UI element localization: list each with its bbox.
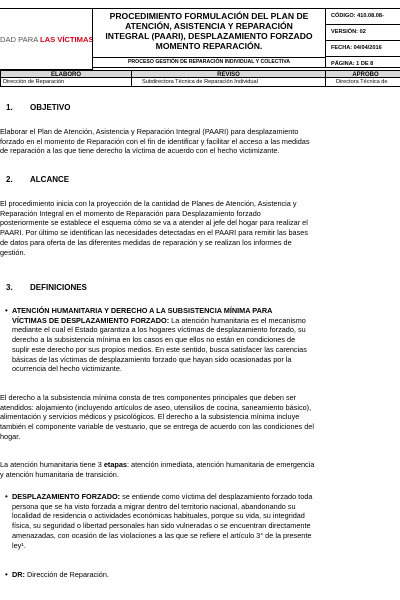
aprobo-header: APROBÓ [326,70,400,78]
definition-desplazamiento-forzado: • DESPLAZAMIENTO FORZADO: se entiende como víctima del desplazamiento forzado toda persona que se ha visto forzada a migrar dentro del territorio nacional, abandonando su localidad de residencia o actividades económicas habituales, porque su vida, su integridad física, su seguridad o libertad personales han sido vulneradas o se encuentran directamente amenazadas, con ocasión de las violaciones a las que se refiere el artículo 3° de la presente ley¹. [5,492,313,550]
reviso-value: Subdirectora Técnica de Reparación Individual [132,78,326,87]
page-label: PÁGINA: 1 DE 8 [331,61,374,67]
etapas-paragraph: La atención humanitaria tiene 3 etapas: atención inmediata, atención humanitaria de emergencia y atención humanitaria de transición. [0,460,315,479]
logo-text: DAD PARA LAS VÍCTIMAS [0,35,94,44]
bullet-icon: • [5,306,8,315]
version-label: VERSIÓN: 02 [326,25,400,41]
elaboro-value: Dirección de Reparación [0,78,132,87]
logo [0,8,93,70]
definition-dr: • DR: Dirección de Reparación. [5,570,109,579]
reviso-header: REVISÓ [132,70,326,78]
definition-atencion-humanitaria: • ATENCIÓN HUMANITARIA Y DERECHO A LA SUBSISTENCIA MÍNIMA PARA VÍCTIMAS DE DESPLAZAMIENTO FORZADO: La atención humanitaria es el mecanismo mediante el cual el Estado garantiza a los hogares víctimas de desplazamiento forzado, su derecho a la subsistencia mínima en los casos en que ellos no están en condiciones de suplir este derecho por sus propios medios. En este sentido, busca satisfacer las carencias básicas de las víctimas de desplazamiento forzado que hayan sido ocasionadas por la ocurrencia del hecho victimizante. [5,306,307,374]
section-objetivo-text: Elaborar el Plan de Atención, Asistencia y Reparación Integral (PAARI) para desplazamiento forzado en el momento de Reparación con el fin de identificar y facilitar el acceso a las medidas de reparación a las que tiene derecho la víctima de acuerdo con el hecho victimizante. [0,127,310,156]
section-alcance-heading: 2. ALCANCE [6,175,70,184]
document-metadata [326,8,400,68]
code-label: CÓDIGO: 410.08.08- [326,9,400,25]
process-name: PROCESO GESTIÓN DE REPARACIÓN INDIVIDUAL Y COLECTIVA [92,58,326,68]
elaboro-header: ELABORÓ [0,70,132,78]
bullet-icon: • [5,492,8,501]
date-label: FECHA: 04/04/2016 [326,41,400,57]
section-definiciones-heading: 3. DEFINICIONES [6,283,87,292]
section-alcance-text: El procedimiento inicia con la proyección de la cantidad de Planes de Atención, Asistencia y Reparación Integral en el momento de Reparación para Desplazamiento forzado posteriormente se establece el esquema cómo se va a atender al jefe del hogar para realizar el PAARI. Por último se identifican las necesidades detectadas en el PAARI para remitir las bases de datos para oferta de las diferentes medidas de reparación y se realizan los informes de gestión. [0,199,308,257]
subsistencia-minima-paragraph: El derecho a la subsistencia mínima consta de tres componentes principales que deben ser atendidos: alojamiento (incluyendo artículos de aseo, utensilios de cocina, saneamiento básico), alimentación y servicios médicos y psicológicos. El derecho a la subsistencia mínima incluye también el componente variable de vestuario, que se entrega de acuerdo con las condiciones del hogar. [0,393,314,441]
section-objetivo-heading: 1. OBJETIVO [6,103,71,112]
document-title: PROCEDIMIENTO FORMULACIÓN DEL PLAN DE ATENCIÓN, ASISTENCIA Y REPARACIÓN INTEGRAL (PAARI), DESPLAZAMIENTO FORZADO MOMENTO REPARACIÓN. [92,8,326,58]
aprobo-value: Directora Técnica de [326,78,400,87]
bullet-icon: • [5,570,8,579]
